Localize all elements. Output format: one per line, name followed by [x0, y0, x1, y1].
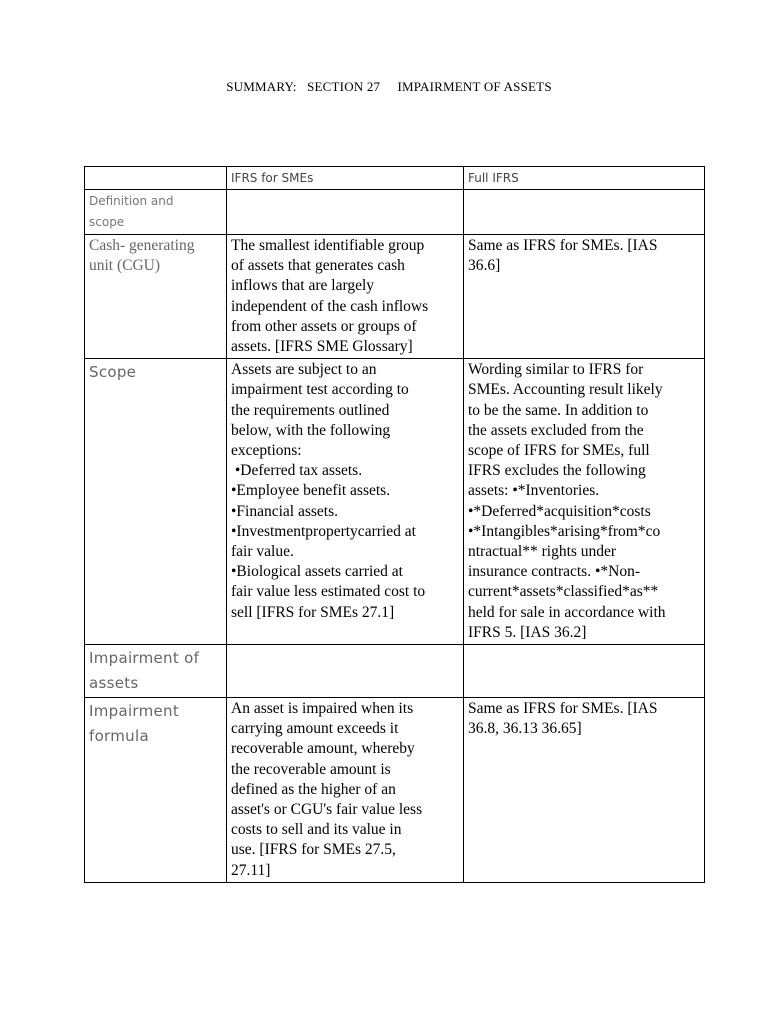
header-cell-full-ifrs: Full IFRS [464, 167, 705, 190]
table-row [85, 645, 705, 698]
row-label-impairment-assets: Impairment of assets [85, 645, 227, 698]
cell-definition-sme [227, 190, 464, 235]
cell-impairment-full [464, 645, 705, 698]
header-cell-empty [85, 167, 227, 190]
title-summary: SUMMARY: [226, 79, 297, 94]
cell-formula-full: Same as IFRS for SMEs. [IAS 36.8, 36.13 36.65] [464, 698, 705, 883]
title-topic: IMPAIRMENT OF ASSETS [397, 79, 552, 94]
cell-impairment-sme [227, 645, 464, 698]
title-section: SECTION 27 [307, 79, 381, 94]
table-header-row [85, 167, 705, 190]
cell-cgu-full: Same as IFRS for SMEs. [IAS 36.6] [464, 235, 705, 359]
cell-scope-sme: Assets are subject to an impairment test according to the requirements outlined below, with the following exceptions: •Deferred tax assets. •Employee benefit assets. •Financial assets. •Investmentpropertycarried at fair value. •Biological assets carried at fair value less estimated cost to sell [IFRS for SMEs 27.1] [227, 359, 464, 645]
cell-formula-sme: An asset is impaired when its carrying amount exceeds it recoverable amount, whereby the recoverable amount is defined as the higher of an asset's or CGU's fair value less costs to sell and its value in use. [IFRS for SMEs 27.5, 27.11] [227, 698, 464, 883]
table-row [85, 235, 705, 359]
header-cell-ifrs-smes: IFRS for SMEs [227, 167, 464, 190]
cell-definition-full [464, 190, 705, 235]
table-row [85, 359, 705, 645]
row-label-impairment-formula: Impairment formula [85, 698, 227, 883]
cell-scope-full: Wording similar to IFRS for SMEs. Accounting result likely to be the same. In addition to the assets excluded from the scope of IFRS for SMEs, full IFRS excludes the following assets: •*Inventories. •*Deferred*acquisition*costs •*Intangibles*arising*from*co ntractual** rights under insurance contracts. •*Non- current*assets*classified*as** held for sale in accordance with IFRS 5. [IAS 36.2] [464, 359, 705, 645]
page-title [0, 79, 768, 95]
table-row [85, 698, 705, 883]
row-label-scope: Scope [85, 359, 227, 645]
cell-cgu-sme: The smallest identifiable group of assets that generates cash inflows that are largely independent of the cash inflows from other assets or groups of assets. [IFRS SME Glossary] [227, 235, 464, 359]
row-label-definition-scope: Definition and scope [85, 190, 227, 235]
row-label-cgu: Cash- generating unit (CGU) [85, 235, 227, 359]
table-row [85, 190, 705, 235]
comparison-table [84, 166, 705, 883]
